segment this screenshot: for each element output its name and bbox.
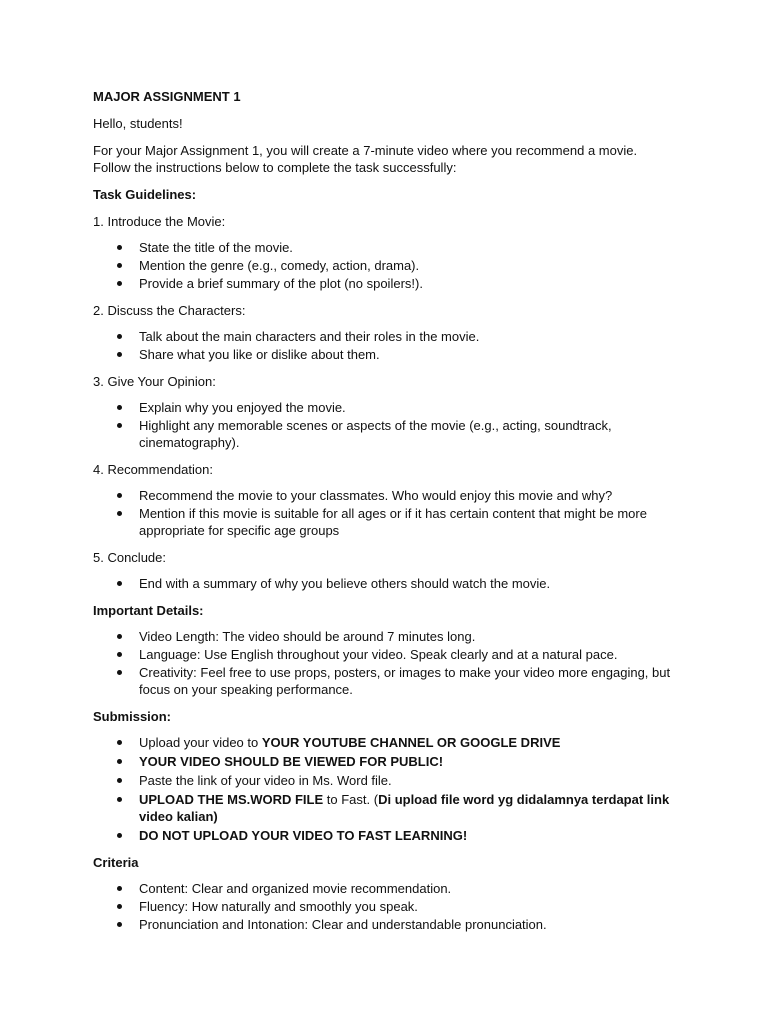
- greeting: Hello, students!: [93, 116, 183, 131]
- intro-line-2: Follow the instructions below to complete the task successfully:: [93, 160, 457, 175]
- list-item: [139, 791, 676, 825]
- section-list-characters: [93, 328, 676, 363]
- submission-list: [93, 734, 676, 844]
- list-item: Mention the genre (e.g., comedy, action, drama).: [139, 257, 676, 274]
- section-list-opinion: [93, 399, 676, 451]
- submission-text: Paste the link of your video in Ms. Word file.: [139, 773, 392, 788]
- list-item: Content: Clear and organized movie recommendation.: [139, 880, 676, 897]
- section-heading-recommendation: 4. Recommendation:: [93, 462, 213, 477]
- section-list-introduce: [93, 239, 676, 292]
- list-item: [139, 772, 676, 789]
- list-item: [139, 753, 676, 770]
- submission-emphasis: YOUR VIDEO SHOULD BE VIEWED FOR PUBLIC!: [139, 754, 444, 769]
- document-title: MAJOR ASSIGNMENT 1: [93, 89, 241, 104]
- list-item: Explain why you enjoyed the movie.: [139, 399, 676, 416]
- section-heading-characters: 2. Discuss the Characters:: [93, 303, 246, 318]
- list-item: Provide a brief summary of the plot (no spoilers!).: [139, 275, 676, 292]
- task-guidelines-heading: Task Guidelines:: [93, 187, 197, 202]
- list-item: Pronunciation and Intonation: Clear and understandable pronunciation.: [139, 916, 676, 933]
- list-item: Fluency: How naturally and smoothly you speak.: [139, 898, 676, 915]
- list-item: Mention if this movie is suitable for all ages or if it has certain content that might be more appropriate for specific age groups: [139, 505, 676, 539]
- submission-emphasis: DO NOT UPLOAD YOUR VIDEO TO FAST LEARNING!: [139, 828, 468, 843]
- list-item: [139, 827, 676, 844]
- important-details-list: [93, 628, 676, 698]
- list-item: Talk about the main characters and their roles in the movie.: [139, 328, 676, 345]
- list-item: Language: Use English throughout your video. Speak clearly and at a natural pace.: [139, 646, 676, 663]
- criteria-heading: Criteria: [93, 855, 139, 870]
- intro-paragraph: [93, 142, 676, 176]
- submission-heading: Submission:: [93, 709, 172, 724]
- list-item: Creativity: Feel free to use props, posters, or images to make your video more engaging, but focus on your speaking performance.: [139, 664, 676, 698]
- list-item: Recommend the movie to your classmates. Who would enjoy this movie and why?: [139, 487, 676, 504]
- list-item: State the title of the movie.: [139, 239, 676, 256]
- list-item: [139, 734, 676, 751]
- section-heading-conclude: 5. Conclude:: [93, 550, 166, 565]
- list-item: Share what you like or dislike about them.: [139, 346, 676, 363]
- important-details-heading: Important Details:: [93, 603, 204, 618]
- section-heading-introduce: 1. Introduce the Movie:: [93, 214, 226, 229]
- list-item: Highlight any memorable scenes or aspects of the movie (e.g., acting, soundtrack, cinematography).: [139, 417, 676, 451]
- section-list-conclude: [93, 575, 676, 592]
- submission-emphasis: Di upload file word yg didalamnya terdapat link video kalian): [139, 792, 670, 824]
- criteria-list: [93, 880, 676, 933]
- list-item: End with a summary of why you believe others should watch the movie.: [139, 575, 676, 592]
- submission-text: Upload your video to: [139, 735, 262, 750]
- section-heading-opinion: 3. Give Your Opinion:: [93, 374, 216, 389]
- submission-emphasis: YOUR YOUTUBE CHANNEL OR GOOGLE DRIVE: [261, 735, 561, 750]
- intro-line-1: For your Major Assignment 1, you will create a 7-minute video where you recommend a movie.: [93, 143, 638, 158]
- list-item: Video Length: The video should be around 7 minutes long.: [139, 628, 676, 645]
- submission-text: to Fast. (: [323, 792, 379, 807]
- section-list-recommendation: [93, 487, 676, 539]
- submission-emphasis: UPLOAD THE MS.WORD FILE: [139, 792, 324, 807]
